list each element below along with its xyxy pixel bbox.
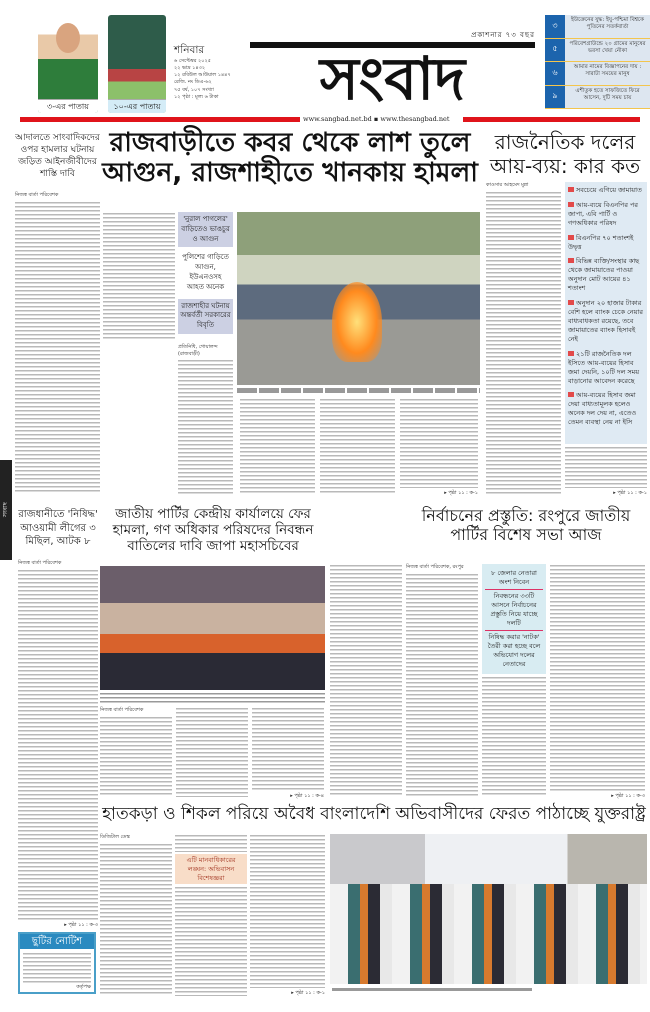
bullet-icon <box>568 235 574 240</box>
bullet-icon <box>568 258 574 263</box>
us-col3 <box>250 834 325 996</box>
right-story-headline[interactable]: রাজনৈতিক দলের আয়-ব্যয়: কার কত <box>489 130 641 178</box>
website-url[interactable]: www.sangbad.net.bd ▪ www.thesangbad.net <box>303 115 450 123</box>
us-jump[interactable]: ▸ পৃষ্ঠা ১১ : ক-১ <box>291 989 325 996</box>
left-story-byline: নিজস্ব বার্তা পরিবেশক <box>15 192 59 198</box>
right-story-bullets <box>565 182 647 444</box>
rangpur-box-item: নিষিদ্ধ করার 'নাটক' তৈরী করা হচ্ছে বলে অভিযোগ দলের নেতাদের <box>487 632 541 668</box>
side-label: সংবাদ <box>0 460 12 560</box>
lead-photo-caption <box>237 388 480 393</box>
jp-body-col3b <box>252 707 324 791</box>
jp-jump[interactable]: ▸ পৃষ্ঠা ১১ : ক-৪ <box>290 792 324 799</box>
teaser-text: পরিবেশগ্রাউন্ডে ২০ গ্রামের মানুষের ভরসা খেয়া নৌকা <box>569 40 646 54</box>
right-story-body2 <box>565 446 647 488</box>
awami-headline[interactable]: রাজধানীতে 'নিষিদ্ধ' আওয়ামী লীগের ৩ মিছিল, আটক ৮ <box>18 509 98 547</box>
lead-body-col4 <box>320 398 395 494</box>
teaser-page: ৯ <box>545 86 565 109</box>
bullet-item <box>568 299 644 344</box>
date-line: ১২ পৃষ্ঠা : মূল্য ৬ টাকা <box>174 93 219 100</box>
lead-quote: 'নুরাল পাগলের' বাড়িতেও ভাঙচুর ও আগুন <box>178 212 233 247</box>
bullet-text: অনুদান ২০ হাজার টাকার বেশি হলে ব্যাংক চেকে নেয়ার বাধ্যবাধকতা রয়েছে, তবে জামায়াতের ব্যাংক হিসাবই নেই <box>568 299 643 343</box>
us-photo-caption <box>332 988 532 991</box>
us-body-col2b <box>175 886 247 996</box>
us-byline: ডিজিটাল ডেস্ক <box>100 834 130 840</box>
bullet-icon <box>568 202 574 207</box>
bullet-item <box>568 257 644 293</box>
date-line: ৬ সেপ্টেম্বর ২০২৫ <box>174 57 212 64</box>
notice-title: ছুটির নোটিশ <box>20 934 94 949</box>
rangpur-headline[interactable]: নির্বাচনের প্রস্তুতি: রংপুরে জাতীয় পার্টির বিশেষ সভা আজ <box>421 506 631 545</box>
us-photo[interactable] <box>330 834 647 984</box>
red-rule-right <box>463 117 640 122</box>
jp-col3 <box>252 707 324 799</box>
right-story-byline: কাওসার আহমেদ মুন্না <box>486 182 529 188</box>
rangpur-box-item: ৮ জেলার নেতারা অংশ নিবেন <box>485 567 543 590</box>
holiday-notice <box>18 932 96 994</box>
teaser-text: আমার নামের বিজ্ঞাপনের দায় : সারাটা সময়ের মানুষ <box>573 64 642 78</box>
lead-jump[interactable]: ▸ পৃষ্ঠা ১১ : ক-১ <box>444 489 478 496</box>
date-line: ১২ রবিউল আউয়াল ১৪৪৭ <box>174 72 231 79</box>
rangpur-col3 <box>550 564 645 799</box>
lead-quote: পুলিশের গাড়িতে আগুন, ইউএনওসহ আহত অনেক <box>178 250 233 295</box>
rangpur-body-col2 <box>482 676 546 797</box>
bullet-text: ২১টি রাজনৈতিক দল ইসিতে আয়-ব্যয়ের হিসাব জমা দেয়নি, ১০টি দল সময় বাড়ানোর আবেদন করেছে <box>568 349 640 385</box>
bullet-text: বিভিন্ন ব্যক্তি/সংস্থার কাছ থেকে জামায়াতের পাওয়া অনুদান মোট আয়ের ৪১ শতাংশ <box>568 257 640 293</box>
us-col1 <box>100 834 172 996</box>
jp-photo-caption <box>100 692 325 704</box>
date-line: রেজি. নং ডিএ-৬২ <box>174 79 212 86</box>
jp-byline: নিজস্ব বার্তা পরিবেশক <box>100 707 144 713</box>
bullet-icon <box>568 351 574 356</box>
teaser-text: ইউক্রেনের যুদ্ধ: ইযু-পশ্চিমা বিশ্বকে পুতিনের সতর্কবার্তা <box>571 17 644 31</box>
teaser-item[interactable] <box>545 62 650 86</box>
notice-body <box>23 952 91 983</box>
date-line: ৭৫ বর্ষ, ১০৭ সংখ্যা <box>174 86 214 93</box>
lead-body-col2 <box>178 359 233 494</box>
masthead-logo[interactable]: সংবাদ <box>250 42 535 112</box>
rangpur-byline: নিজস্ব বার্তা পরিবেশক, রংপুর <box>406 564 464 570</box>
teaser-item[interactable] <box>545 15 650 39</box>
bullet-icon <box>568 187 574 192</box>
bullet-text: আয়-ব্যয়ের হিসাব জমা দেয়া বাধ্যতামূলক হলেও অনেক দল দেয় না, এতেও তেমন ব্যবস্থা নেয় না ইসি <box>568 391 637 427</box>
right-story-col2 <box>565 182 647 496</box>
date-block <box>174 44 246 116</box>
jp-photo[interactable] <box>100 566 325 690</box>
teaser-item[interactable] <box>545 86 650 110</box>
fire-shape <box>332 282 382 362</box>
us-headline[interactable]: হাতকড়া ও শিকল পরিয়ে অবৈধ বাংলাদেশি অভিবাসীদের ফেরত পাঠাচ্ছে যুক্তরাষ্ট্র <box>102 804 646 824</box>
rangpur-col1 <box>406 564 478 797</box>
bullet-text: বিএনপির ৭০ শতাংশই উদ্বৃত্ত <box>568 233 634 251</box>
awami-byline: নিজস্ব বার্তা পরিবেশক <box>18 560 62 566</box>
right-story-jump[interactable]: ▸ পৃষ্ঠা ১১ : ক-১ <box>613 489 647 496</box>
us-quote-box: এটি মানবাধিকারের লঙ্ঘন: অভিবাসন বিশেষজ্ঞরা <box>175 854 247 884</box>
lead-body-col1 <box>103 212 175 340</box>
thumb-caption: ১০-এর পাতায় <box>108 99 166 113</box>
bullet-item <box>568 234 644 252</box>
rangpur-body-col3 <box>550 564 645 791</box>
lead-col5 <box>400 398 478 496</box>
thumb-actress[interactable] <box>38 15 98 113</box>
right-story-col1 <box>486 182 561 494</box>
lead-body-col3 <box>240 398 315 494</box>
rangpur-box-item: নিবন্ধনের ৩৩টি আসনে নির্বাচনের প্রস্তুতি নিয়ে যাচ্ছে দলটি <box>485 590 543 631</box>
crowd-shape <box>330 884 647 984</box>
us-body-col1 <box>100 843 172 997</box>
lead-body-col5 <box>400 398 478 488</box>
awami-story <box>18 508 98 928</box>
jp-body-col2 <box>176 707 248 797</box>
teaser-item[interactable] <box>545 39 650 63</box>
teaser-text: এশীতুক হতে সাফজিতে ফিরে আসেন, দুটি সময় চায় <box>575 87 640 101</box>
rangpur-jump[interactable]: ▸ পৃষ্ঠা ১১ : ক-৩ <box>611 792 645 799</box>
rangpur-col2 <box>482 564 546 797</box>
left-story-body <box>15 201 100 493</box>
left-story <box>15 132 100 492</box>
face-shape <box>56 23 80 53</box>
thumb-cricket[interactable] <box>108 15 166 113</box>
bullet-item <box>568 201 644 228</box>
lead-photo[interactable] <box>237 212 480 385</box>
bullet-item <box>568 350 644 386</box>
thumb-caption: ৩-এর পাতায় <box>38 99 98 113</box>
awami-jump[interactable]: ▸ পৃষ্ঠা ১১ : ক-৩ <box>64 921 98 928</box>
lead-col2 <box>178 344 233 494</box>
jp-body-col1 <box>100 716 172 798</box>
left-story-headline[interactable]: আদালতে সাংবাদিকদের ওপর হামলার ঘটনায় জড়িত আইনজীবীদের শাস্তি দাবি <box>15 133 100 180</box>
tagline: প্রকাশনার ৭৩ বছর <box>471 31 535 39</box>
teaser-box <box>545 15 650 109</box>
lead-headline[interactable]: রাজবাড়ীতে কবর থেকে লাশ তুলে আগুন, রাজশাহীতে খানকায় হামলা <box>102 127 478 189</box>
jp-col1 <box>100 707 172 797</box>
rangpur-body-col1 <box>406 573 478 798</box>
bullet-icon <box>568 300 574 305</box>
bullet-text: সবচেয়ে এগিয়ে জামায়াত <box>576 186 642 194</box>
date-line: ২২ ভাদ্র ১৪৩২ <box>174 64 206 71</box>
us-body-col2a <box>175 834 247 852</box>
lead-byline: প্রতিনিধি, গোয়ালন্দ (রাজবাড়ী) <box>178 344 218 357</box>
notice-signature: কর্তৃপক্ষ <box>76 983 91 990</box>
jp-headline[interactable]: জাতীয় পার্টির কেন্দ্রীয় কার্যালয়ে ফের হামলা, গণ অধিকার পরিষদের নিবন্ধন বাতিলের দাবি জাপা মহাসচিবের <box>112 506 314 555</box>
lead-quotes <box>178 212 233 340</box>
bullet-item <box>568 391 644 427</box>
jp-body-col4 <box>330 564 402 797</box>
bullet-item <box>568 186 644 195</box>
us-col2 <box>175 834 247 996</box>
awami-body <box>18 569 98 920</box>
teaser-page: ৫ <box>545 39 565 62</box>
bullet-text: আয়-ব্যয়ে বিএনপির পর জাপা, এবি পার্টি ও গণঅধিকার পরিষদ <box>568 200 638 227</box>
red-rule-left <box>20 117 300 122</box>
bullet-icon <box>568 392 574 397</box>
lead-quote: রাজশাহীর ঘটনায় অন্তর্বর্তী সরকারের বিবৃতি <box>178 299 233 334</box>
us-body-col3 <box>250 834 325 988</box>
date-day: শনিবার <box>174 44 205 56</box>
right-story-body <box>486 191 561 495</box>
teaser-page: ৩ <box>545 15 565 38</box>
teaser-page: ৬ <box>545 62 565 85</box>
rangpur-box <box>482 564 546 674</box>
